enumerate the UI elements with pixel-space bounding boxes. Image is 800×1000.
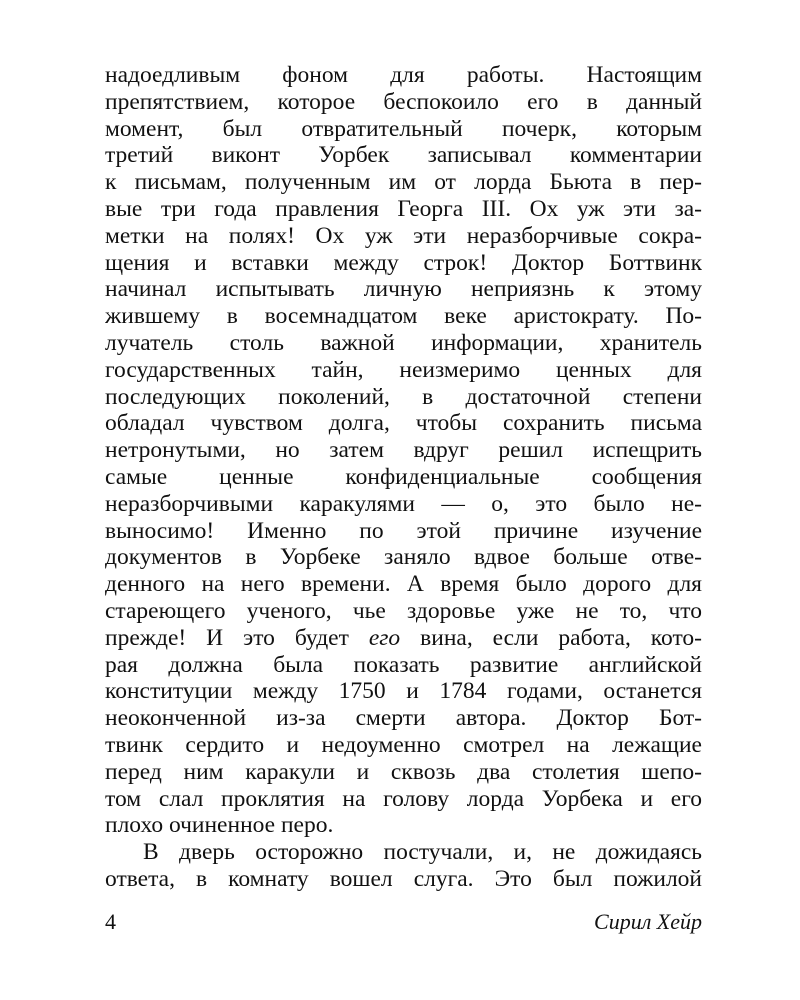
text-line: момент, был отвратительный почерк, которым bbox=[105, 115, 702, 142]
text-line: препятствием, которое беспокоило его в данный bbox=[105, 88, 702, 115]
text-line: обладал чувством долга, чтобы сохранить письма bbox=[105, 410, 702, 437]
text-line: вые три года правления Георга III. Ох уж эти за- bbox=[105, 195, 702, 222]
text-line: щения и вставки между строк! Доктор Боттвинк bbox=[105, 249, 702, 276]
text-line: перед ним каракули и сквозь два столетия шепо- bbox=[105, 758, 702, 785]
text-line: самые ценные конфиденциальные сообщения bbox=[105, 463, 702, 490]
text-line: том слал проклятия на голову лорда Уорбека и его bbox=[105, 785, 702, 812]
text-line: денного на него времени. А время было дорого для bbox=[105, 571, 702, 598]
running-head-author: Сирил Хейр bbox=[594, 909, 702, 934]
page-body bbox=[105, 62, 702, 893]
text-line: стареющего ученого, чье здоровье уже не то, что bbox=[105, 597, 702, 624]
paragraph-2 bbox=[105, 839, 702, 893]
text-line: конституции между 1750 и 1784 годами, останется bbox=[105, 678, 702, 705]
paragraph-1 bbox=[105, 62, 702, 839]
page-number: 4 bbox=[105, 909, 116, 934]
text-line: плохо очиненное перо. bbox=[105, 812, 334, 839]
text-line: документов в Уорбеке заняло вдвое больше отве- bbox=[105, 544, 702, 571]
text-line: ответа, в комнату вошел слуга. Это был пожилой bbox=[105, 865, 702, 892]
text-fragment: прежде! И это будет bbox=[105, 624, 369, 651]
text-line: государственных тайн, неизмеримо ценных для bbox=[105, 356, 702, 383]
text-line: выносимо! Именно по этой причине изучение bbox=[105, 517, 702, 544]
emphasis-word: его bbox=[368, 624, 401, 651]
text-line: жившему в восемнадцатом веке аристократу. По- bbox=[105, 303, 702, 330]
text-line: неоконченной из-за смерти автора. Доктор Бот- bbox=[105, 705, 702, 732]
text-line: твинк сердито и недоуменно смотрел на лежащие bbox=[105, 731, 702, 758]
text-line: лучатель столь важной информации, хранитель bbox=[105, 329, 702, 356]
text-line: к письмам, полученным им от лорда Бьюта в пер- bbox=[105, 169, 702, 196]
text-line: нетронутыми, но затем вдруг решил испещрить bbox=[105, 437, 702, 464]
text-line: В дверь осторожно постучали, и, не дожидаясь bbox=[143, 839, 702, 866]
text-line-with-emphasis bbox=[105, 625, 702, 652]
text-line: третий виконт Уорбек записывал комментарии bbox=[105, 142, 702, 169]
text-line: рая должна была показать развитие английской bbox=[105, 651, 702, 678]
text-fragment: вина, если работа, кото- bbox=[400, 624, 702, 651]
text-line: начинал испытывать личную неприязнь к этому bbox=[105, 276, 702, 303]
text-line: неразборчивыми каракулями — о, это было не- bbox=[105, 490, 702, 517]
text-line: надоедливым фоном для работы. Настоящим bbox=[105, 62, 702, 88]
text-line: метки на полях! Ох уж эти неразборчивые сокра- bbox=[105, 222, 702, 249]
text-line: последующих поколений, в достаточной степени bbox=[105, 383, 702, 410]
